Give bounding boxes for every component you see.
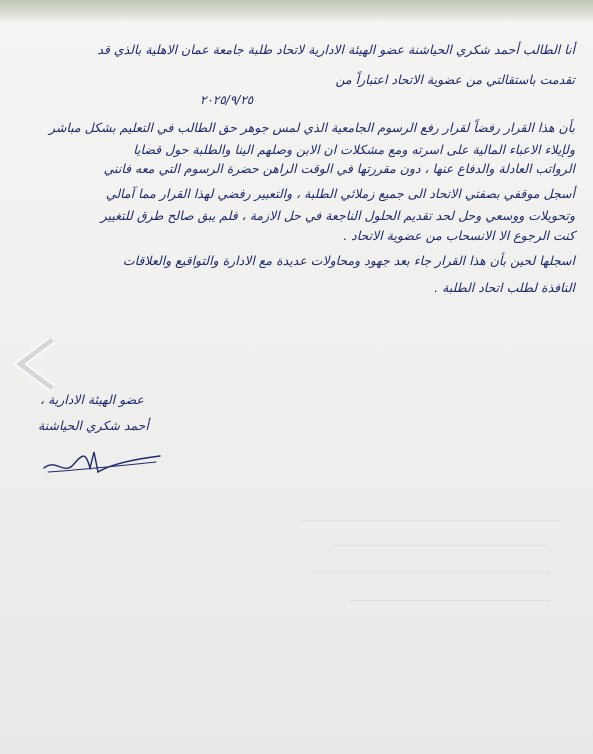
chevron-left-icon[interactable] — [12, 334, 58, 394]
letter-date: ٢٠٢٥/٩/٢٥ — [200, 93, 254, 107]
page-top-shadow — [0, 0, 593, 22]
letter-line-8: كنت الرجوع الا الانسحاب من عضوية الاتحاد . — [343, 228, 575, 243]
letter-line-2: تقدمت باستقالتي من عضوية الاتحاد اعتباراً من — [335, 72, 575, 87]
letter-line-6: أسجل موقفي بصفتي الاتحاد الى جميع زملائي الطلبة ، والتعبير رفضي لهذا القرار مما آمالي — [105, 186, 575, 201]
signature-role: عضو الهيئة الادارية ، — [40, 392, 144, 407]
bleed-through-line — [350, 600, 550, 601]
letter-line-10: النافذة لطلب اتحاد الطلبة . — [434, 280, 575, 295]
letter-line-7: وتحويلات ووسعي وحل لحد تقديم الحلول الناجعة في حل الازمة ، فلم يبق صالح طرق للتغيير — [100, 208, 575, 223]
letter-line-4: ولإيلاء الاعباء المالية على اسرته ومع مشكلات ان الابن وصلهم الينا والطلبة حول قضايا — [133, 142, 575, 157]
letter-line-9: اسجلها لحين بأن هذا القرار جاء بعد جهود ومحاولات عديدة مع الادارة والتواقيع والعلاقات — [122, 253, 575, 268]
bleed-through-line — [330, 545, 550, 546]
bleed-through-line — [310, 572, 550, 573]
handwritten-signature — [38, 446, 168, 480]
letter-line-1: أنا الطالب أحمد شكري الحياشنة عضو الهيئة الادارية لاتحاد طلبة جامعة عمان الاهلية بالذي قد — [97, 42, 575, 57]
letter-line-5: الرواتب العادلة والدفاع عنها ، دون مقررتها في الوقت الراهن حضرة الرسوم التي معه فانني — [103, 161, 575, 176]
bleed-through-line — [300, 520, 560, 521]
signature-name: أحمد شكري الحياشنة — [38, 418, 149, 433]
letter-line-3: بأن هذا القرار رفضاً لقرار رفع الرسوم الجامعية الذي لمس جوهر حق الطالب في التعليم بشكل مباشر — [49, 120, 575, 135]
